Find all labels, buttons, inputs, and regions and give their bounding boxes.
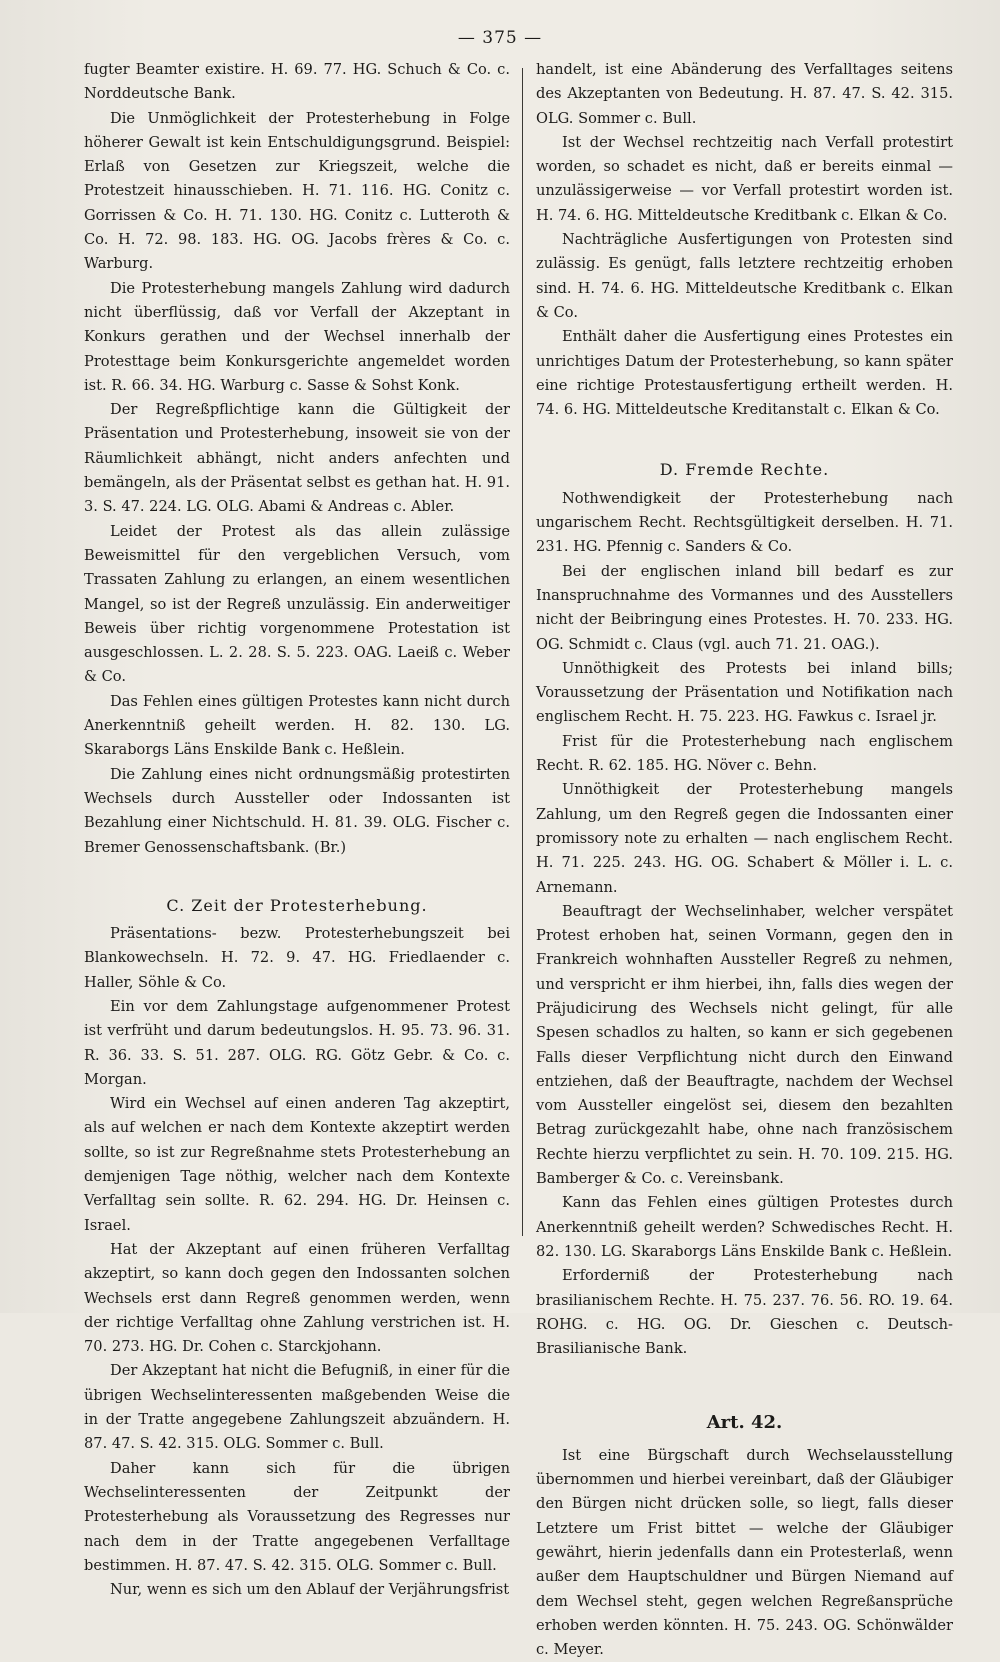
paragraph: Erforderniß der Protesterhebung nach brasilianischem Rechte. H. 75. 237. 76. 56. RO. 19. 64. ROHG. c. HG. OG. Dr. Gieschen c. Deutsch-Brasilianische Bank.	[536, 1267, 953, 1358]
paragraph: Beauftragt der Wechselinhaber, welcher verspätet Protest erhoben hat, seinen Vormann, gegen den in Frankreich wohnhaften Aussteller Regreß zu nehmen, und verspricht er ihm hierbei, ihn, falls dies wegen der Präjudicirung des Wechsels nicht gelingt, für alle Spesen schadlos zu halten, so kann er sich gegebenen Falls dieser Verpflichtung nicht durch den Einwand entziehen, daß der Beauftragte, nachdem der Wechsel vom Aussteller eingelöst sei, diesem den bezahlten Betrag zurückgezahlt habe, ohne nach französischem Rechte hierzu verpflichtet zu sein. H. 70. 109. 215. HG. Bamberger & Co. c. Vereinsbank.	[536, 902, 953, 1188]
page-number: — 375 —	[457, 28, 543, 48]
paragraph: handelt, ist eine Abänderung des Verfalltages seitens des Akzeptanten von Bedeutung. H. 87. 47. S. 42. 315. OLG. Sommer c. Bull.	[536, 61, 953, 127]
article-heading: Art. 42.	[706, 1412, 783, 1434]
paragraph: Die Zahlung eines nicht ordnungsmäßig protestirten Wechsels durch Aussteller oder Indossanten ist Bezahlung einer Nichtschuld. H. 81. 39. OLG. Fischer c. Bremer Genossenschaftsbank. (Br.)	[84, 765, 510, 856]
paragraph: Unnöthigkeit des Protests bei inland bills; Voraussetzung der Präsentation und Notifikation nach englischem Recht. H. 75. 223. HG. Fawkus c. Israel jr.	[536, 659, 953, 726]
right-column	[536, 58, 953, 1662]
paragraph: Präsentations- bezw. Protesterhebungszeit bei Blankowechseln. H. 72. 9. 47. HG. Friedlaender c. Haller, Söhle & Co.	[84, 925, 510, 991]
paragraph: Der Akzeptant hat nicht die Befugniß, in einer für die übrigen Wechselinteressenten maßgebenden Weise die in der Tratte angegebene Zahlungszeit abzuändern. H. 87. 47. S. 42. 315. OLG. Sommer c. Bull.	[84, 1362, 510, 1453]
paragraph: Unnöthigkeit der Protesterhebung mangels Zahlung, um den Regreß gegen die Indossanten einer promissory note zu erhalten — nach englischem Recht. H. 71. 225. 243. HG. OG. Schabert & Möller i. L. c. Arnemann.	[536, 781, 953, 896]
paragraph: Der Regreßpflichtige kann die Gültigkeit der Präsentation und Protesterhebung, insoweit sie von der Räumlichkeit abhängt, nicht anders anfechten und bemängeln, als der Präsentat selbst es gethan hat. H. 91. 3. S. 47. 224. LG. OLG. Abami & Andreas c. Abler.	[84, 401, 510, 516]
paragraph: Frist für die Protesterhebung nach englischem Recht. R. 62. 185. HG. Növer c. Behn.	[536, 732, 953, 775]
paragraph: Ist der Wechsel rechtzeitig nach Verfall protestirt worden, so schadet es nicht, daß er bereits einmal — unzulässigerweise — vor Verfall protestirt worden ist. H. 74. 6. HG. Mitteldeutsche Kreditbank c. Elkan & Co.	[536, 133, 953, 224]
paragraph: Wird ein Wechsel auf einen anderen Tag akzeptirt, als auf welchen er nach dem Kontexte akzeptirt werden sollte, so ist zur Regreßnahme stets Protesterhebung an demjenigen Tage nöthig, welcher nach dem Kontexte Verfalltag sein sollte. R. 62. 294. HG. Dr. Heinsen c. Israel.	[84, 1095, 510, 1234]
paragraph: Nachträgliche Ausfertigungen von Protesten sind zulässig. Es genügt, falls letztere rechtzeitig erhoben sind. H. 74. 6. HG. Mitteldeutsche Kreditbank c. Elkan & Co.	[536, 231, 953, 321]
paragraph: Daher kann sich für die übrigen Wechselinteressenten der Zeitpunkt der Protesterhebung als Voraussetzung des Regresses nur nach dem in der Tratte angegebenen Verfalltage bestimmen. H. 87. 47. S. 42. 315. OLG. Sommer c. Bull.	[84, 1459, 510, 1574]
paragraph: Bei der englischen inland bill bedarf es zur Inanspruchnahme des Vormannes und des Ausstellers nicht der Beibringung eines Protestes. H. 70. 233. HG. OG. Schmidt c. Claus (vgl. auch 71. 21. OAG.).	[536, 562, 953, 653]
paragraph: Ein vor dem Zahlungstage aufgenommener Protest ist verfrüht und darum bedeutungslos. H. 95. 73. 96. 31. R. 36. 33. S. 51. 287. OLG. RG. Götz Gebr. & Co. c. Morgan.	[84, 997, 510, 1088]
paragraph: Die Protesterhebung mangels Zahlung wird dadurch nicht überflüssig, daß vor Verfall der Akzeptant in Konkurs gerathen und der Wechsel innerhalb der Protesttage beim Konkursgerichte angemeldet worden ist. R. 66. 34. HG. Warburg c. Sasse & Sohst Konk.	[84, 279, 510, 394]
paragraph: Leidet der Protest als das allein zulässige Beweismittel für den vergeblichen Versuch, vom Trassaten Zahlung zu erlangen, an einem wesentlichen Mangel, so ist der Regreß unzulässig. Ein anderweitiger Beweis über richtig vorgenommene Protestation ist ausgeschlossen. L. 2. 28. S. 5. 223. OAG. Laeiß c. Weber & Co.	[84, 522, 510, 686]
paragraph: Hat der Akzeptant auf einen früheren Verfalltag akzeptirt, so kann doch gegen den Indossanten solchen Wechsels erst dann Regreß genommen werden, wenn der richtige Verfalltag ohne Zahlung verstrichen ist. H. 70. 273. HG. Dr. Cohen c. Starckjohann.	[84, 1240, 510, 1356]
section-heading-d: D. Fremde Rechte.	[659, 460, 830, 480]
paragraph: Das Fehlen eines gültigen Protestes kann nicht durch Anerkenntniß geheilt werden. H. 82. 130. LG. Skaraborgs Läns Enskilde Bank c. Heßlein.	[84, 692, 510, 759]
paragraph: Die Unmöglichkeit der Protesterhebung in Folge höherer Gewalt ist kein Entschuldigungsgrund. Beispiel: Erlaß von Gesetzen zur Kriegszeit, welche die Protestzeit hinausschieben. H. 71. 116. HG. Conitz c. Gorrissen & Co. H. 71. 130. HG. Conitz c. Lutteroth & Co. H. 72. 98. 183. HG. OG. Jacobs frères & Co. c. Warburg.	[84, 109, 510, 273]
paragraph: Enthält daher die Ausfertigung eines Protestes ein unrichtiges Datum der Protesterhebung, so kann später eine richtige Protestausfertigung ertheilt werden. H. 74. 6. HG. Mitteldeutsche Kreditanstalt c. Elkan & Co.	[536, 328, 953, 419]
column-divider	[522, 68, 523, 1236]
section-heading-c: C. Zeit der Protesterhebung.	[166, 895, 428, 915]
paragraph: fugter Beamter existire. H. 69. 77. HG. Schuch & Co. c. Norddeutsche Bank.	[84, 61, 510, 103]
paragraph: Ist eine Bürgschaft durch Wechselausstellung übernommen und hierbei vereinbart, daß der Gläubiger den Bürgen nicht drücken solle, so liegt, falls dieser Letztere um Frist bittet — welche der Gläubiger gewährt, hierin jedenfalls dann ein Protesterlaß, wenn außer dem Hauptschuldner und Bürgen Niemand auf dem Wechsel steht, gegen welchen Regreßansprüche erhoben werden könnten. H. 75. 243. OG. Schönwälder c. Meyer.	[536, 1446, 953, 1659]
paragraph: Nothwendigkeit der Protesterhebung nach ungarischem Recht. Rechtsgültigkeit derselben. H. 71. 231. HG. Pfennig c. Sanders & Co.	[536, 489, 953, 556]
paragraph: Kann das Fehlen eines gültigen Protestes durch Anerkenntniß geheilt werden? Schwedisches Recht. H. 82. 130. LG. Skaraborgs Läns Enskilde Bank c. Heßlein.	[536, 1194, 953, 1260]
left-column	[84, 58, 510, 1602]
paragraph: Nur, wenn es sich um den Ablauf der Verjährungsfrist	[110, 1581, 510, 1599]
